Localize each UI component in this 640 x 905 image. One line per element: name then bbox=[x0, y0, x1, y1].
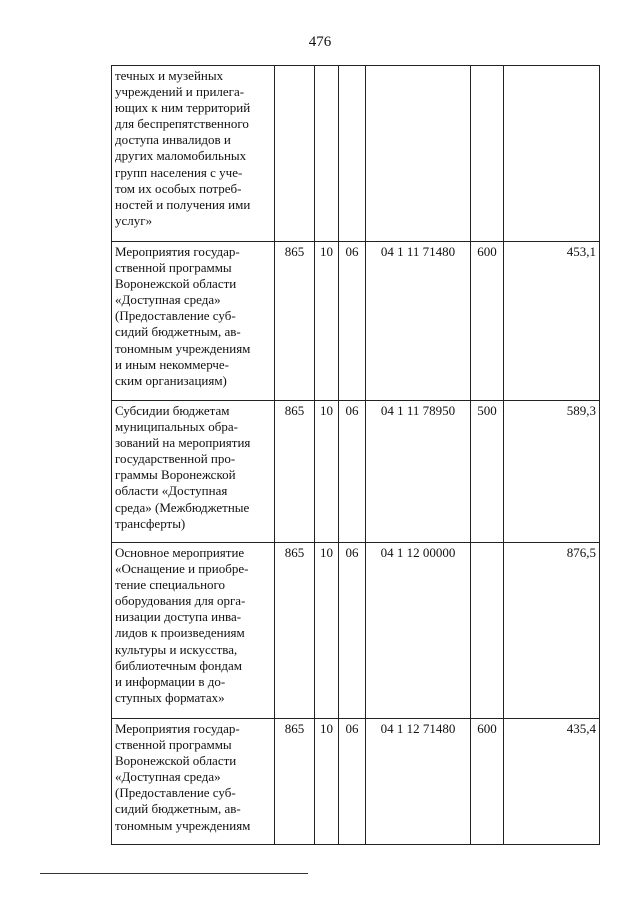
target-article-code: 04 1 12 71480 bbox=[366, 719, 471, 845]
row-name-cell bbox=[112, 719, 275, 845]
expense-type-code bbox=[471, 543, 504, 719]
subsection-code: 06 bbox=[339, 543, 366, 719]
amount bbox=[504, 66, 600, 242]
subsection-code: 06 bbox=[339, 719, 366, 845]
budget-table bbox=[111, 65, 600, 845]
row-name-cell bbox=[112, 242, 275, 401]
expense-type-code: 500 bbox=[471, 401, 504, 543]
page-number: 476 bbox=[308, 34, 332, 50]
target-article-code: 04 1 11 78950 bbox=[366, 401, 471, 543]
row-name: Основное мероприятие «Оснащение и приобре- тение специального оборудования для орга- низации доступа инва- лидов к произведениям культуры и искусства, библиотечным фондам и информации в до- ступных форматах» bbox=[115, 545, 249, 705]
subsection-code: 06 bbox=[339, 401, 366, 543]
expense-type-code: 600 bbox=[471, 242, 504, 401]
table-row bbox=[112, 401, 600, 543]
ministry-code: 865 bbox=[275, 401, 315, 543]
row-name: Мероприятия государ- ственной программы Воронежской области «Доступная среда» (Предоставление суб- сидий бюджетным, ав- тономным учреждениям bbox=[115, 721, 251, 833]
section-code bbox=[315, 66, 339, 242]
table-row bbox=[112, 543, 600, 719]
row-name: Мероприятия государ- ственной программы Воронежской области «Доступная среда» (Предоставление суб- сидий бюджетным, ав- тономным учреждениям и иным некоммерче- ским организациям) bbox=[115, 244, 251, 388]
target-article-code: 04 1 12 00000 bbox=[366, 543, 471, 719]
section-code: 10 bbox=[315, 719, 339, 845]
footer-divider bbox=[40, 873, 308, 874]
section-code: 10 bbox=[315, 242, 339, 401]
subsection-code: 06 bbox=[339, 242, 366, 401]
amount: 435,4 bbox=[504, 719, 600, 845]
target-article-code bbox=[366, 66, 471, 242]
row-name: Субсидии бюджетам муниципальных обра- зований на мероприятия государственной про- граммы Воронежской области «Доступная среда» (Межбюджетные трансферты) bbox=[115, 403, 251, 531]
ministry-code: 865 bbox=[275, 242, 315, 401]
section-code: 10 bbox=[315, 401, 339, 543]
ministry-code: 865 bbox=[275, 719, 315, 845]
amount: 453,1 bbox=[504, 242, 600, 401]
table-row bbox=[112, 242, 600, 401]
amount: 589,3 bbox=[504, 401, 600, 543]
expense-type-code: 600 bbox=[471, 719, 504, 845]
expense-type-code bbox=[471, 66, 504, 242]
row-name-cell bbox=[112, 401, 275, 543]
amount: 876,5 bbox=[504, 543, 600, 719]
row-name-cell bbox=[112, 543, 275, 719]
row-name-cell bbox=[112, 66, 275, 242]
target-article-code: 04 1 11 71480 bbox=[366, 242, 471, 401]
table-row bbox=[112, 66, 600, 242]
subsection-code bbox=[339, 66, 366, 242]
table-row bbox=[112, 719, 600, 845]
section-code: 10 bbox=[315, 543, 339, 719]
ministry-code bbox=[275, 66, 315, 242]
row-name: течных и музейных учреждений и прилега- ющих к ним территорий для беспрепятственного доступа инвалидов и других маломобильных групп населения с уче- том их особых потреб- ностей и получения ими услуг» bbox=[115, 68, 251, 228]
ministry-code: 865 bbox=[275, 543, 315, 719]
